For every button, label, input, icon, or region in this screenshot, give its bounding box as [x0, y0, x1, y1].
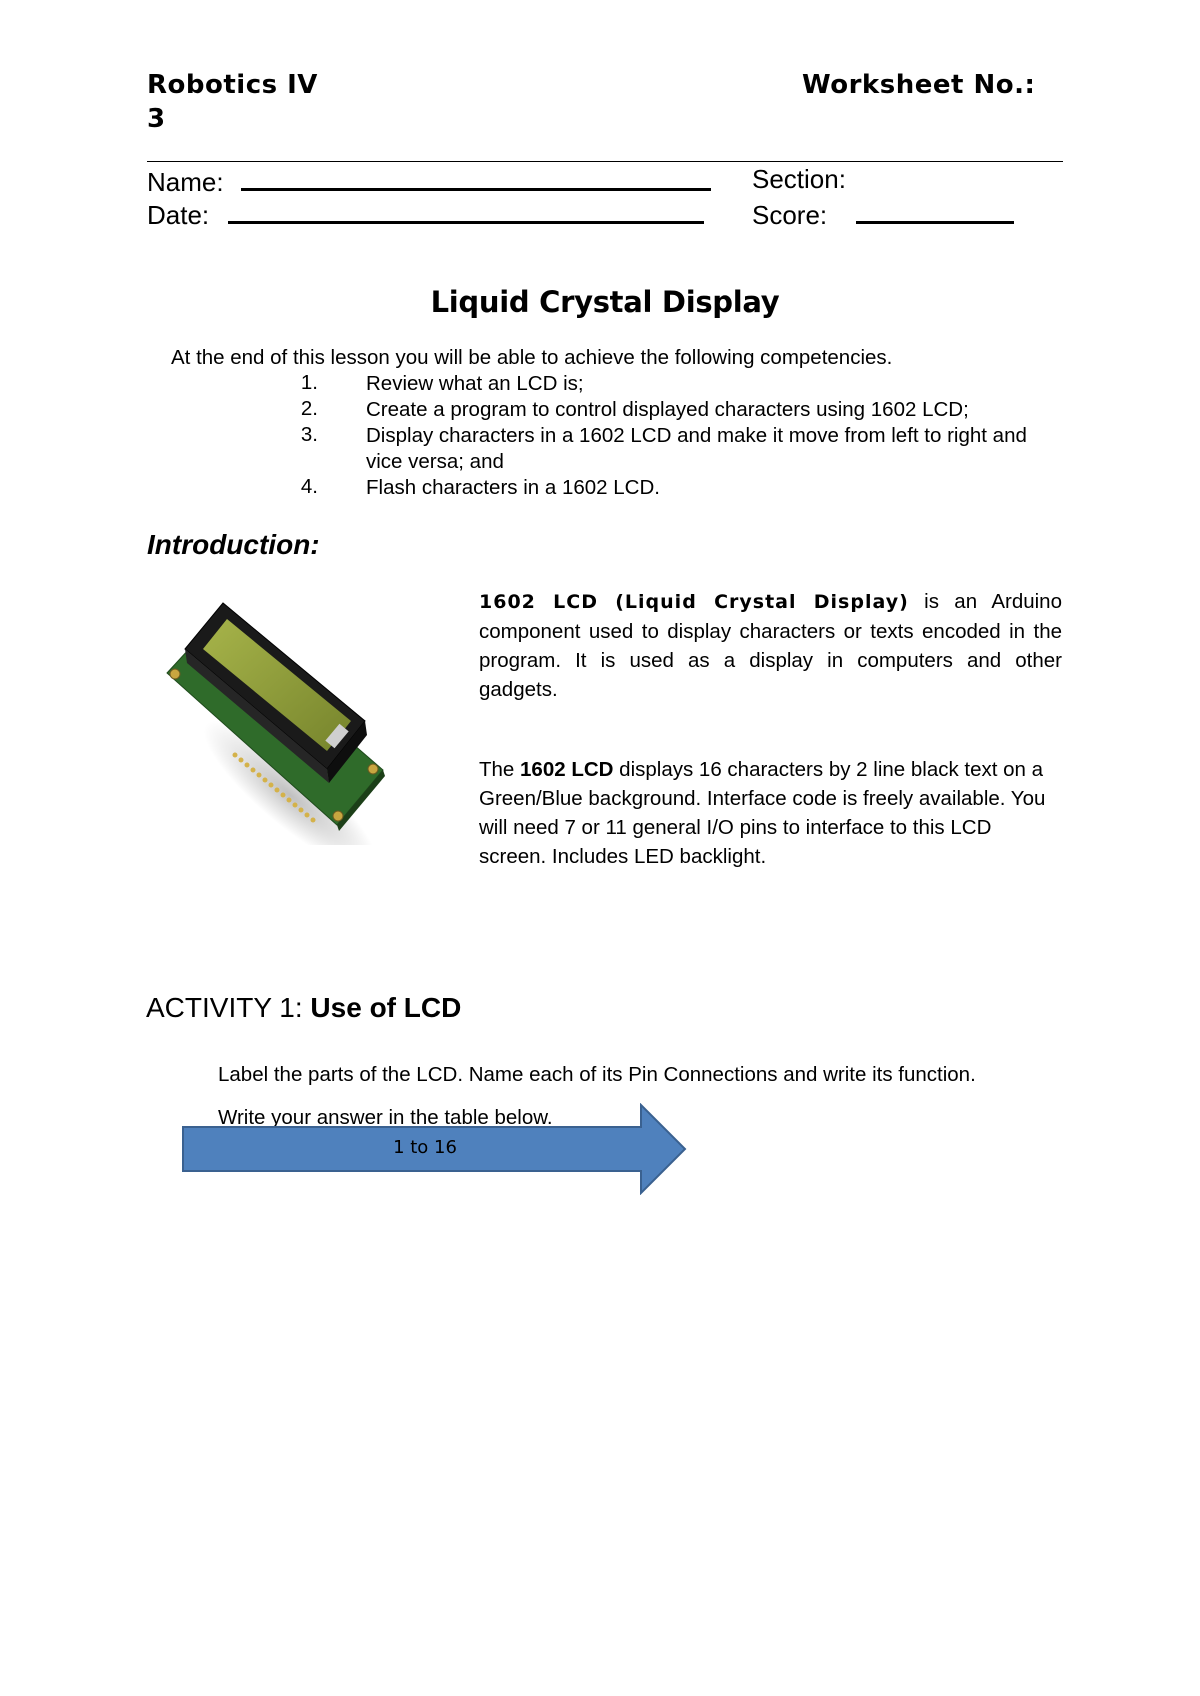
- activity-title: Use of LCD: [310, 992, 462, 1023]
- date-blank[interactable]: [228, 197, 704, 224]
- score-label: Score:: [752, 200, 828, 230]
- worksheet-label: Worksheet No.:: [802, 70, 1036, 100]
- name-label: Name:: [147, 167, 224, 197]
- section-label: Section:: [752, 164, 846, 194]
- lcd-specs-paragraph: [479, 755, 1062, 871]
- name-blank[interactable]: [241, 164, 711, 191]
- worksheet-number: 3: [147, 104, 166, 134]
- course-title: Robotics IV: [147, 70, 318, 100]
- lcd-module-illustration: [155, 595, 400, 845]
- competency-number: 1.: [300, 371, 318, 394]
- page-title: Liquid Crystal Display: [430, 285, 780, 319]
- competency-item: [278, 475, 1078, 501]
- competency-text: Create a program to control displayed characters using 1602 LCD;: [366, 398, 969, 421]
- activity-instruction-2: Write your answer in the table below.: [218, 1106, 553, 1129]
- arrow-label: 1 to 16: [393, 1137, 457, 1158]
- competency-number: 4.: [300, 475, 318, 498]
- activity-prefix: ACTIVITY 1:: [146, 992, 311, 1023]
- name-field: [147, 164, 711, 198]
- specs-term: 1602 LCD: [520, 758, 614, 781]
- competency-number: 3.: [300, 423, 318, 446]
- competency-item: [278, 423, 1078, 475]
- date-field: [147, 197, 704, 231]
- score-field: [752, 197, 1014, 231]
- specs-lead: The: [479, 758, 521, 781]
- competency-item: [278, 397, 1078, 423]
- intro-sentence: At the end of this lesson you will be able to achieve the following competencies.: [171, 346, 893, 369]
- date-label: Date:: [147, 200, 210, 230]
- lcd-description-paragraph: [479, 587, 1062, 704]
- lcd-description-text: is an Arduino component used to display characters or texts encoded in the program. It is used as a display in computers and other gadgets.: [479, 590, 1062, 701]
- competency-number: 2.: [300, 397, 318, 420]
- specs-text: displays 16 characters by 2 line black text on a Green/Blue background. Interface code is freely available. You will need 7 or 11 general I/O pins to interface to this LCD screen. Includes LED backlight.: [479, 758, 1046, 868]
- competency-item: [278, 371, 1078, 397]
- lcd-term: 1602 LCD (Liquid Crystal Display): [479, 591, 909, 613]
- lcd-module-image: [155, 595, 400, 845]
- activity-heading: [146, 992, 461, 1024]
- activity-instruction: Label the parts of the LCD. Name each of its Pin Connections and write its function.: [218, 1063, 976, 1086]
- competency-text: Display characters in a 1602 LCD and make it move from left to right and vice versa; and: [366, 424, 1027, 473]
- score-blank[interactable]: [856, 197, 1014, 224]
- competency-text: Flash characters in a 1602 LCD.: [366, 476, 660, 499]
- introduction-heading: Introduction:: [147, 529, 320, 560]
- header-divider: [147, 161, 1063, 162]
- competency-text: Review what an LCD is;: [366, 372, 584, 395]
